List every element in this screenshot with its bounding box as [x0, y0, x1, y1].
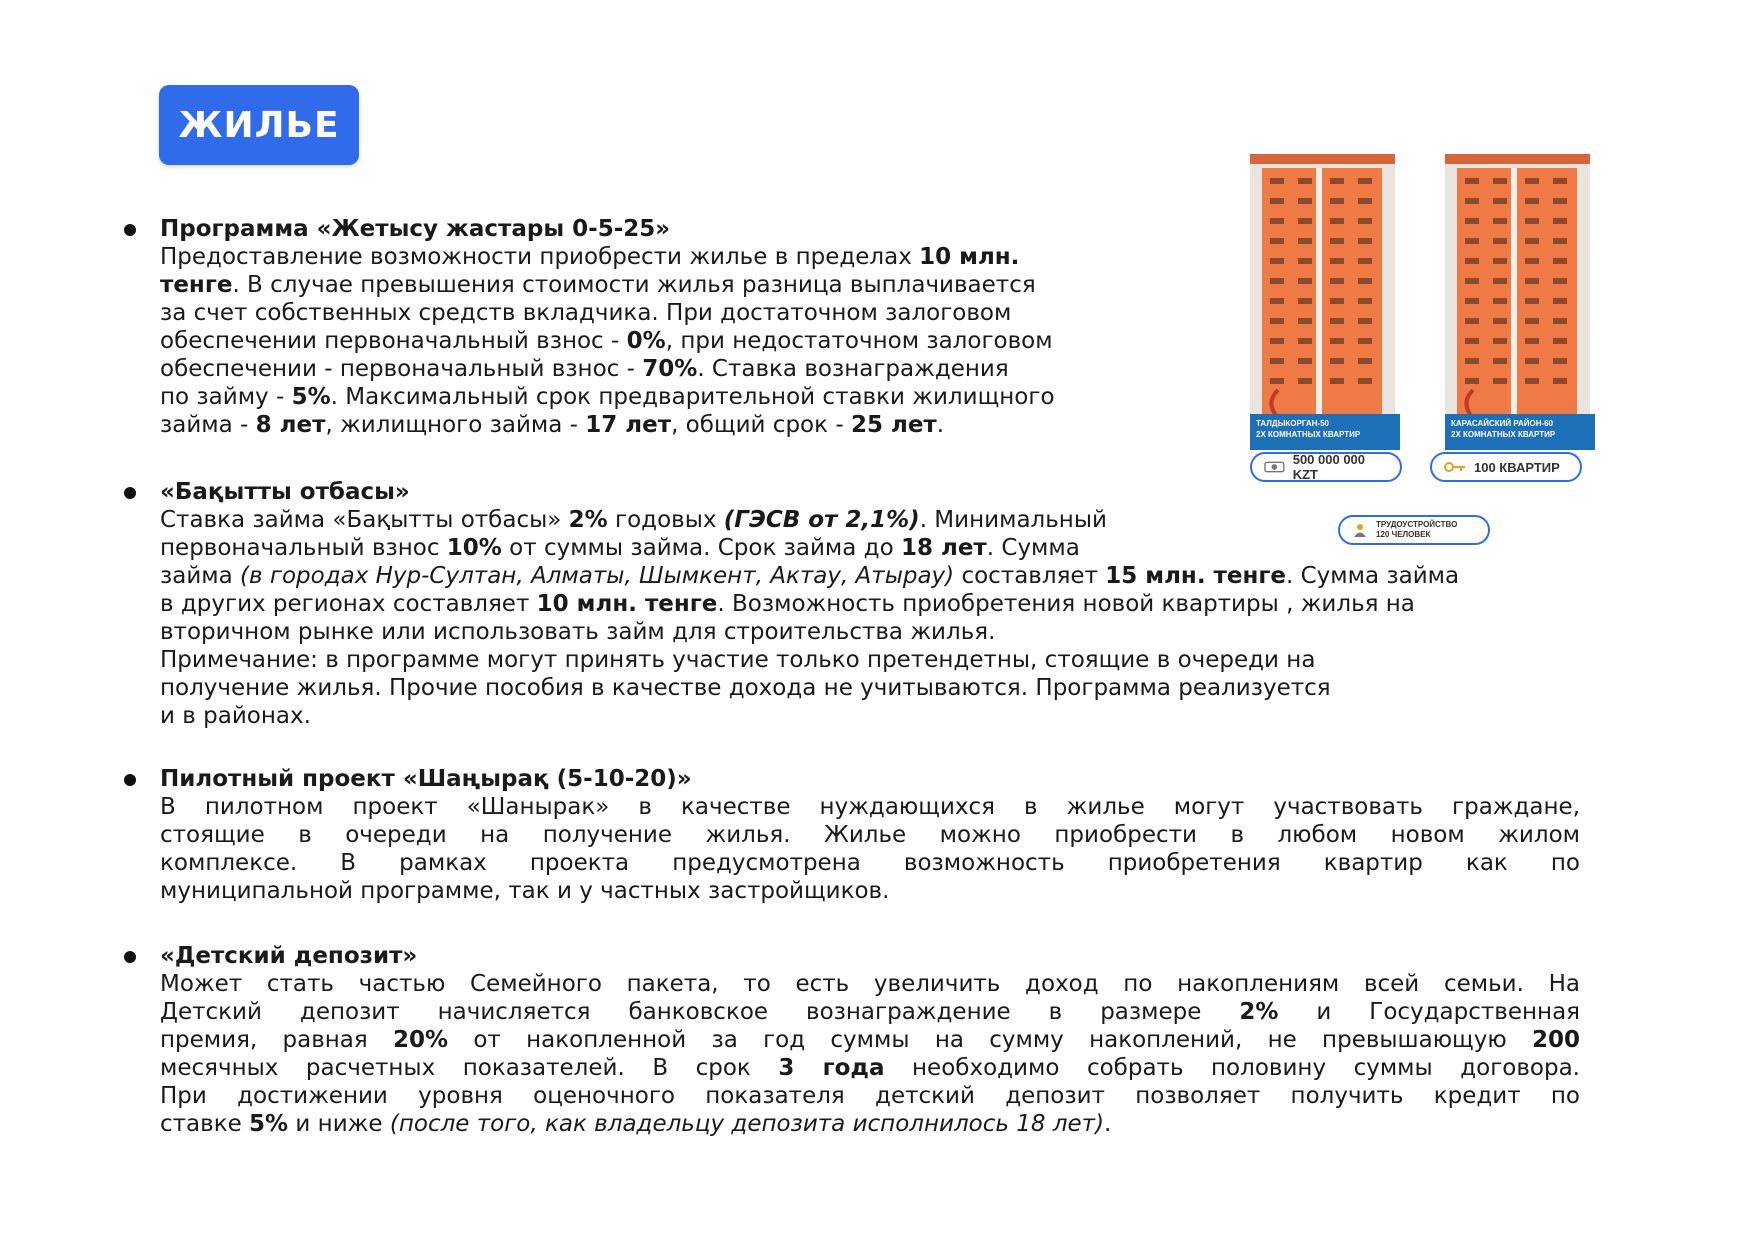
- text-line: Предоставление возможности приобрести жилье в пределах 10 млн.: [160, 244, 1020, 270]
- text-line: займа - 8 лет, жилищного займа - 17 лет, общий срок - 25 лет.: [160, 412, 945, 438]
- section-shanyrak: [160, 765, 1580, 905]
- text-line: обеспечении - первоначальный взнос - 70%. Ставка вознаграждения: [160, 356, 1009, 382]
- section-title: «Бақытты отбасы»: [160, 479, 410, 505]
- bullet-icon: [124, 774, 136, 786]
- text-line: месячных расчетных показателей. В срок 3 года необходимо собрать половину суммы договора.: [160, 1055, 1580, 1081]
- text-line: обеспечении первоначальный взнос - 0%, при недостаточном залоговом: [160, 328, 1053, 354]
- section-title: Пилотный проект «Шаңырақ (5-10-20)»: [160, 766, 692, 792]
- text-line: В пилотном проект «Шанырак» в качестве нуждающихся в жилье могут участвовать граждане,: [160, 794, 1580, 820]
- section-detskiy-depozit: [160, 942, 1580, 1138]
- text-line: и в районах.: [160, 703, 311, 729]
- text-line: по займу - 5%. Максимальный срок предварительной ставки жилищного: [160, 384, 1055, 410]
- building-caption-right: КАРАСАЙСКИЙ РАЙОН-60 2Х КОМНАТНЫХ КВАРТИР: [1445, 414, 1595, 450]
- text-line: получение жилья. Прочие пособия в качестве дохода не учитываются. Программа реализуется: [160, 675, 1331, 701]
- building-left: [1240, 150, 1405, 450]
- text-line: в других регионах составляет 10 млн. тенге. Возможность приобретения новой квартиры , жилья на: [160, 591, 1415, 617]
- text-line: ставке 5% и ниже (после того, как владельцу депозита исполнилось 18 лет).: [160, 1111, 1112, 1137]
- section-bakytty-otbasy: [160, 478, 1459, 730]
- building-right: [1435, 150, 1600, 450]
- bullet-icon: [124, 487, 136, 499]
- text-line: премия, равная 20% от накопленной за год суммы на сумму накоплений, не превышающую 200: [160, 1027, 1580, 1053]
- building-icon: [1435, 150, 1600, 450]
- text-line: вторичном рынке или использовать займ для строительства жилья.: [160, 619, 996, 645]
- text-line: первоначальный взнос 10% от суммы займа. Срок займа до 18 лет. Сумма: [160, 535, 1080, 561]
- text-line: Детский депозит начисляется банковское вознаграждение в размере 2% и Государственная: [160, 999, 1580, 1025]
- text-line: комплексе. В рамках проекта предусмотрена возможность приобретения квартир как по: [160, 850, 1580, 876]
- money-icon: [1264, 460, 1285, 474]
- text-line: стоящие в очереди на получение жилья. Жилье можно приобрести в любом новом жилом: [160, 822, 1580, 848]
- section-badge: ЖИЛЬЕ: [159, 85, 359, 165]
- key-icon: [1444, 461, 1466, 473]
- section-zhetysu: [160, 215, 1055, 439]
- flats-pill: 100 КВАРТИР: [1430, 452, 1582, 482]
- budget-pill: 500 000 000 KZT: [1250, 452, 1402, 482]
- jobs-pill: ТРУДОУСТРОЙСТВО 120 ЧЕЛОВЕК: [1338, 515, 1490, 545]
- section-title: Программа «Жетысу жастары 0-5-25»: [160, 216, 671, 242]
- text-line: Может стать частью Семейного пакета, то есть увеличить доход по накоплениям всей семьи. На: [160, 971, 1580, 997]
- text-line: Ставка займа «Бақытты отбасы» 2% годовых (ГЭСВ от 2,1%). Минимальный: [160, 507, 1107, 533]
- building-icon: [1240, 150, 1405, 450]
- bullet-icon: [124, 951, 136, 963]
- bullet-icon: [124, 224, 136, 236]
- text-line: за счет собственных средств вкладчика. При достаточном залоговом: [160, 300, 1012, 326]
- text-line: При достижении уровня оценочного показателя детский депозит позволяет получить кредит по: [160, 1083, 1580, 1109]
- section-title: «Детский депозит»: [160, 943, 418, 969]
- text-line: Примечание: в программе могут принять участие только претендетны, стоящие в очереди на: [160, 647, 1316, 673]
- building-caption-left: ТАЛДЫКОРГАН-50 2Х КОМНАТНЫХ КВАРТИР: [1250, 414, 1400, 450]
- text-line: муниципальной программе, так и у частных застройщиков.: [160, 878, 890, 904]
- text-line: тенге. В случае превышения стоимости жилья разница выплачивается: [160, 272, 1036, 298]
- text-line: займа (в городах Нур-Султан, Алматы, Шымкент, Актау, Атырау) составляет 15 млн. тенге. Сумма займа: [160, 563, 1460, 589]
